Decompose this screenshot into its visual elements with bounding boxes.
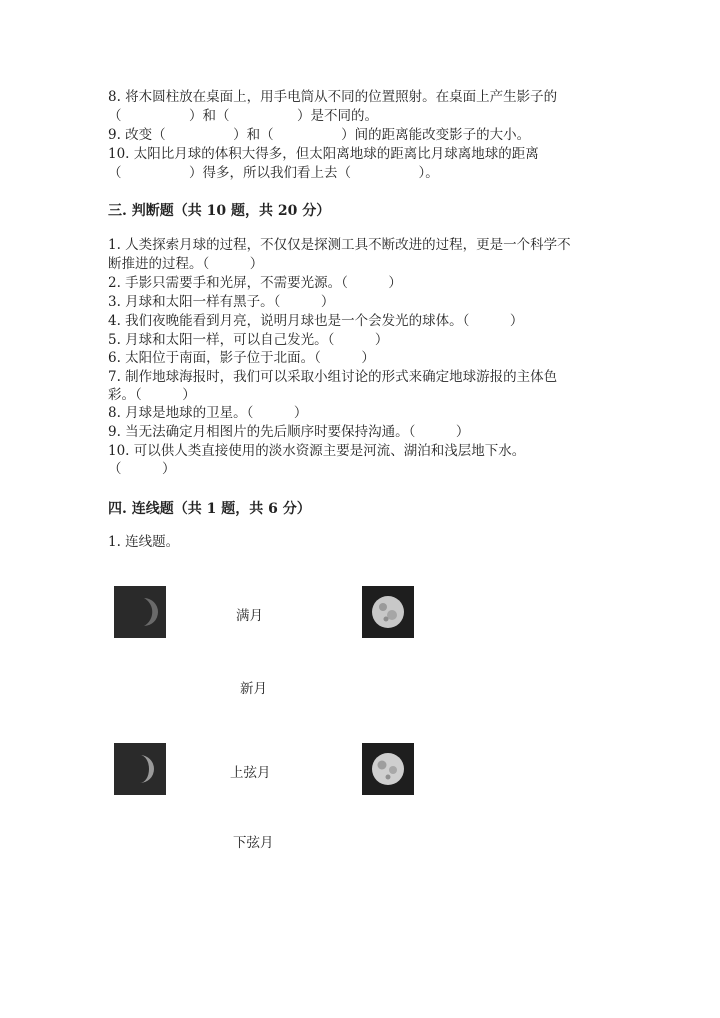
tf-q1-line1: 1. 人类探索月球的过程，不仅仅是探测工具不断改进的过程，更是一个科学不 [108,237,571,253]
label-first-quarter: 上弦月 [230,765,271,781]
tf-q3: 3. 月球和太阳一样有黑子。（ ） [108,294,335,310]
tf-q9: 9. 当无法确定月相图片的先后顺序时要保持沟通。（ ） [108,424,470,440]
fill-q8-line1: 8. 将木圆柱放在桌面上，用手电筒从不同的位置照射。在桌面上产生影子的 [108,89,558,105]
section4-title: 四. 连线题（共 1 题，共 6 分） [108,501,311,517]
label-full-moon: 满月 [236,608,263,624]
label-last-quarter: 下弦月 [233,835,274,851]
tf-q7-line2: 彩。（ ） [108,387,196,403]
tf-q10-line1: 10. 可以供人类直接使用的淡水资源主要是河流、湖泊和浅层地下水。 [108,443,526,459]
moon-photo-full-2 [362,743,414,795]
fill-q10-line2: （ ）得多，所以我们看上去（ ）。 [108,165,439,181]
tf-q10-line2: （ ） [108,461,176,477]
tf-q5: 5. 月球和太阳一样，可以自己发光。（ ） [108,332,389,348]
tf-q8: 8. 月球是地球的卫星。（ ） [108,405,308,421]
matching-question: 1. 连线题。 [108,534,180,550]
moon-photo-full-1 [362,586,414,638]
fill-q8-line2: （ ）和（ ）是不同的。 [108,108,378,124]
tf-q7-line1: 7. 制作地球海报时，我们可以采取小组讨论的形式来确定地球游报的主体色 [108,369,558,385]
tf-q4: 4. 我们夜晚能看到月亮，说明月球也是一个会发光的球体。（ ） [108,313,524,329]
fill-q10-line1: 10. 太阳比月球的体积大得多，但太阳离地球的距离比月球离地球的距离 [108,146,539,162]
section3-title: 三. 判断题（共 10 题，共 20 分） [108,203,331,219]
label-new-moon: 新月 [240,681,267,697]
tf-q1-line2: 断推进的过程。（ ） [108,256,264,272]
tf-q2: 2. 手影只需要手和光屏，不需要光源。（ ） [108,275,402,291]
tf-q6: 6. 太阳位于南面，影子位于北面。（ ） [108,350,375,366]
fill-q9: 9. 改变（ ）和（ ）间的距离能改变影子的大小。 [108,127,531,143]
moon-photo-thin-crescent [114,586,166,638]
moon-photo-crescent [114,743,166,795]
